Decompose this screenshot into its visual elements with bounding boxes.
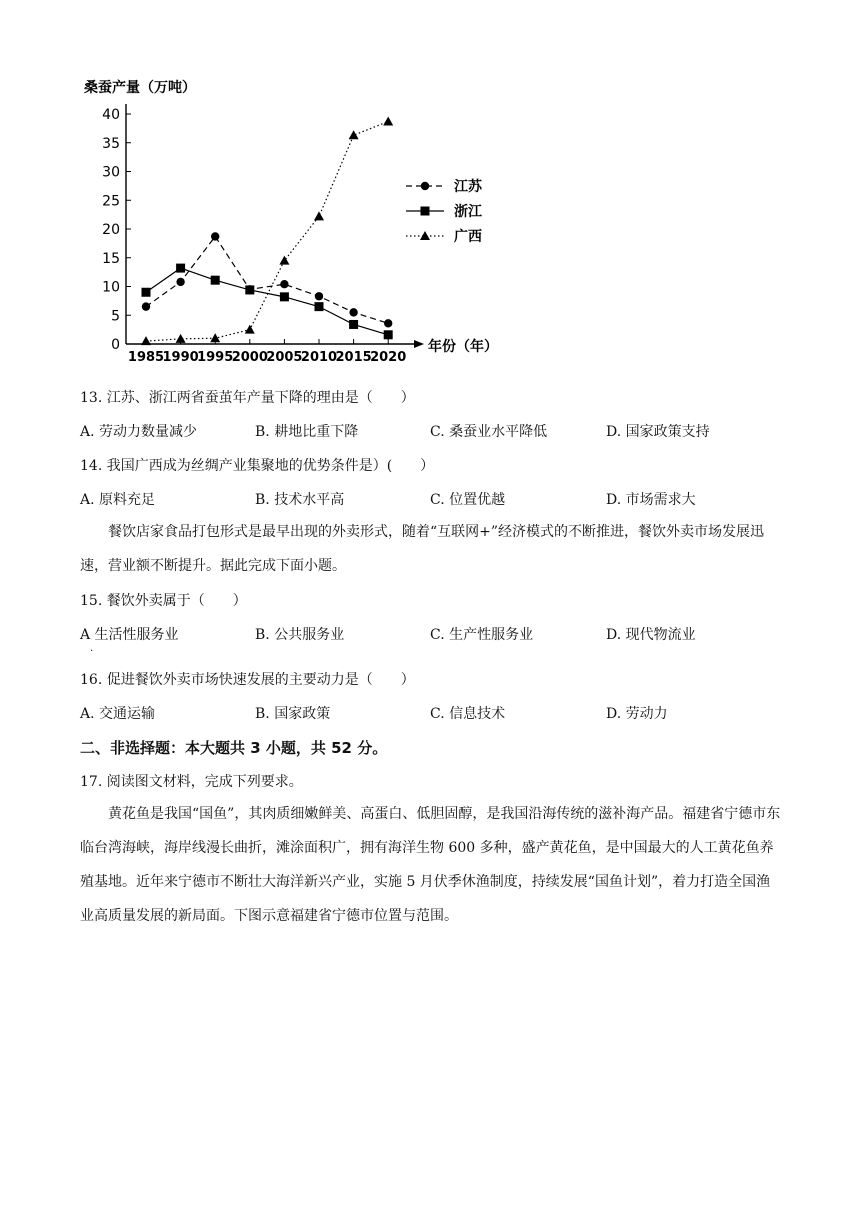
- material-takeout: [80, 515, 782, 583]
- q13-option-d[interactable]: D. 国家政策支持: [606, 424, 710, 440]
- q15-option-a[interactable]: A 生活性服务业: [80, 627, 179, 643]
- q14-stem: 14. 我国广西成为丝绸产业集聚地的优势条件是）( ）: [80, 458, 435, 474]
- data-point: [349, 320, 358, 329]
- chart-legend: [406, 178, 483, 245]
- data-point: [176, 264, 185, 273]
- q16-option-d[interactable]: D. 劳动力: [606, 706, 668, 722]
- material-takeout-text: 餐饮店家食品打包形式是最早出现的外卖形式，随着“互联网+”经济模式的不断推进，餐饮外卖市场发展迅速，营业额不断提升。据此完成下面小题。: [80, 524, 765, 574]
- data-point: [421, 182, 429, 190]
- data-point: [315, 292, 323, 300]
- data-point: [211, 232, 219, 240]
- y-tick-label: 5: [111, 308, 120, 325]
- legend-label: 浙江: [454, 204, 482, 220]
- data-point: [420, 231, 430, 240]
- y-axis-label: 桑蚕产量（万吨）: [84, 80, 196, 96]
- data-point: [349, 308, 357, 316]
- q15-option-d[interactable]: D. 现代物流业: [606, 627, 696, 643]
- y-tick-label: 0: [111, 337, 120, 353]
- data-point: [315, 302, 324, 311]
- data-point: [176, 278, 184, 286]
- x-tick-label: 1985: [127, 350, 165, 362]
- x-tick-label: 2005: [266, 350, 303, 362]
- x-tick-label: 2020: [370, 350, 407, 362]
- data-point: [211, 276, 220, 285]
- data-point: [279, 256, 289, 265]
- q16-option-a[interactable]: A. 交通运输: [80, 706, 156, 722]
- q17-material: [80, 797, 782, 933]
- q15-option-b[interactable]: B. 公共服务业: [255, 627, 345, 643]
- y-tick-label: 10: [102, 279, 120, 296]
- q16-option-c[interactable]: C. 信息技术: [430, 706, 506, 722]
- data-point: [384, 330, 393, 339]
- data-point: [314, 211, 324, 220]
- section-2-heading: 二、非选择题：本大题共 3 小题，共 52 分。: [80, 739, 388, 757]
- y-tick-label: 40: [102, 107, 120, 123]
- chart-svg: [76, 72, 516, 362]
- option-dot-mark: ·: [90, 646, 94, 657]
- legend-label: 江苏: [454, 179, 482, 195]
- q16-stem: 16. 促进餐饮外卖市场快速发展的主要动力是（ ）: [80, 672, 415, 688]
- q13-option-c[interactable]: C. 桑蚕业水平降低: [430, 424, 548, 440]
- data-point: [141, 336, 151, 345]
- q14-option-d[interactable]: D. 市场需求大: [606, 492, 696, 508]
- y-tick-label: 25: [102, 193, 120, 210]
- chart-series: [141, 116, 393, 345]
- x-tick-label: 1990: [162, 350, 199, 362]
- data-point: [280, 280, 288, 288]
- x-tick-label: 2015: [335, 350, 372, 362]
- data-point: [176, 334, 186, 343]
- legend-label: 广西: [454, 229, 482, 245]
- q17-stem: 17. 阅读图文材料，完成下列要求。: [80, 774, 303, 790]
- q15-stem: 15. 餐饮外卖属于（ ）: [80, 593, 247, 609]
- data-point: [421, 207, 430, 216]
- q14-option-b[interactable]: B. 技术水平高: [255, 492, 345, 508]
- y-tick-label: 35: [102, 135, 120, 152]
- q15-option-c[interactable]: C. 生产性服务业: [430, 627, 534, 643]
- data-point: [142, 302, 150, 310]
- y-tick-label: 15: [102, 250, 120, 267]
- data-point: [245, 285, 254, 294]
- x-tick-label: 2000: [231, 350, 268, 362]
- data-point: [384, 319, 392, 327]
- chart-axes: [102, 104, 424, 362]
- series-line: [146, 121, 388, 341]
- q14-option-a[interactable]: A. 原料充足: [80, 492, 156, 508]
- data-point: [245, 325, 255, 334]
- data-point: [280, 292, 289, 301]
- x-tick-label: 1995: [197, 350, 234, 362]
- q13-stem: 13. 江苏、浙江两省蚕茧年产量下降的理由是（ ）: [80, 390, 415, 406]
- data-point: [383, 116, 393, 125]
- x-axis-label: 年份（年）: [428, 339, 498, 355]
- q17-material-text: 黄花鱼是我国“国鱼”，其肉质细嫩鲜美、高蛋白、低胆固醇，是我国沿海传统的滋补海产品。福建省宁德市东临台湾海峡，海岸线漫长曲折，滩涂面积广，拥有海洋生物 600 多种，盛产黄花鱼，是中国最大的人工黄花鱼养殖基地。近年来宁德市不断壮大海洋新兴产业，实施 5 月伏季休渔制度，持续发展“国鱼计划”，着力打造全国渔业高质量发展的新局面。下图示意福建省宁德市位置与范围。: [80, 806, 781, 924]
- y-tick-label: 20: [102, 222, 120, 238]
- q16-option-b[interactable]: B. 国家政策: [255, 706, 331, 722]
- x-tick-label: 2010: [300, 350, 338, 362]
- data-point: [142, 288, 151, 297]
- q14-option-c[interactable]: C. 位置优越: [430, 492, 506, 508]
- q13-option-a[interactable]: A. 劳动力数量减少: [80, 424, 198, 440]
- x-axis-arrow: [414, 340, 424, 348]
- silkworm-production-chart: [76, 72, 516, 362]
- q13-option-b[interactable]: B. 耕地比重下降: [255, 424, 359, 440]
- y-tick-label: 30: [102, 164, 120, 181]
- data-point: [349, 130, 359, 139]
